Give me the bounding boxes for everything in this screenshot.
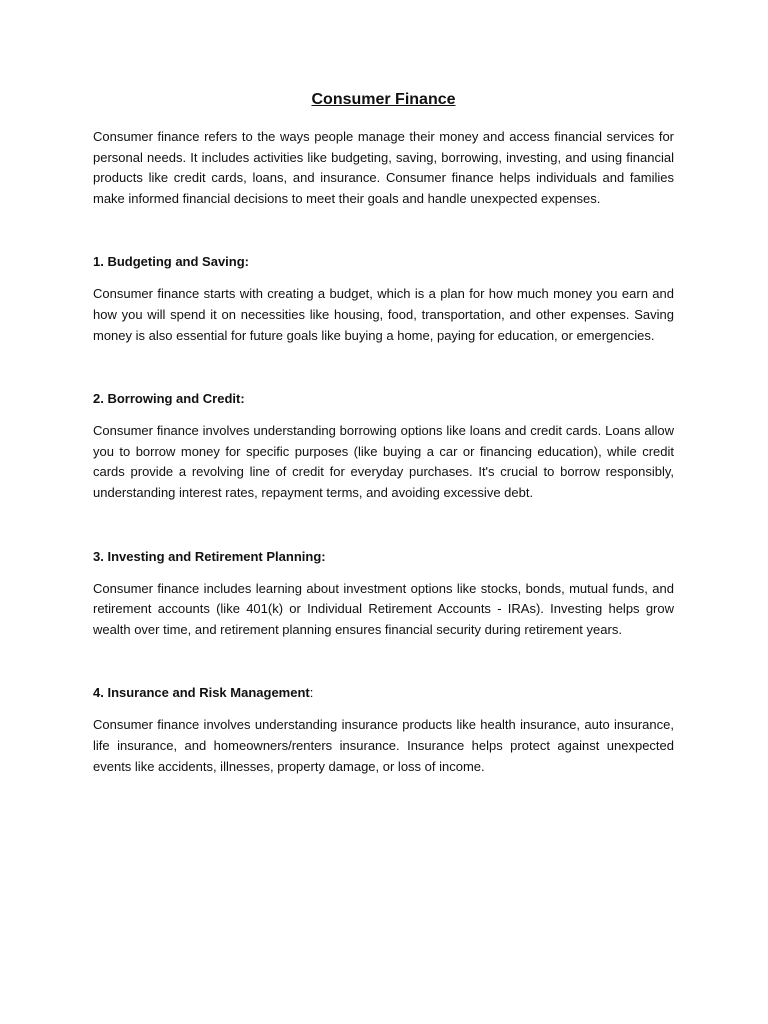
section-body: Consumer finance starts with creating a budget, which is a plan for how much money you earn and how you will spend it on necessities like housing, food, transportation, and other expenses. Saving money is also essential for future goals like buying a home, paying for education, or emergencies. xyxy=(93,286,674,343)
section-budgeting xyxy=(93,252,674,346)
section-body: Consumer finance includes learning about investment options like stocks, bonds, mutual funds, and retirement accounts (like 401(k) or Individual Retirement Accounts - IRAs). Investing helps grow wealth over time, and retirement planning ensures financial security during retirement years. xyxy=(93,580,674,637)
section-heading-text: 4. Insurance and Risk Management xyxy=(93,685,310,701)
section-heading xyxy=(93,252,674,272)
section-heading xyxy=(93,389,674,409)
document-page xyxy=(93,90,674,777)
section-heading xyxy=(93,683,674,703)
section-investing xyxy=(93,547,674,641)
section-heading-text: 3. Investing and Retirement Planning: xyxy=(93,548,326,564)
section-heading-trail: : xyxy=(309,685,314,701)
section-heading xyxy=(93,547,674,567)
section-insurance xyxy=(93,683,674,777)
intro-paragraph: Consumer finance refers to the ways people manage their money and access financial services for personal needs. It includes activities like budgeting, saving, borrowing, investing, and using financial products like credit cards, loans, and insurance. Consumer finance helps individuals and families make informed financial decisions to meet their goals and handle unexpected expenses. xyxy=(93,129,674,206)
section-body: Consumer finance involves understanding borrowing options like loans and credit cards. Loans allow you to borrow money for specific purposes (like buying a car or financing education), while credit cards provide a revolving line of credit for everyday purchases. It's crucial to borrow responsibly, understanding interest rates, repayment terms, and avoiding excessive debt. xyxy=(93,423,674,500)
section-heading-text: 2. Borrowing and Credit: xyxy=(93,391,245,407)
document-title: Consumer Finance xyxy=(311,91,456,108)
section-body: Consumer finance involves understanding insurance products like health insurance, auto insurance, life insurance, and homeowners/renters insurance. Insurance helps protect against unexpected events like accidents, illnesses, property damage, or loss of income. xyxy=(93,717,674,774)
section-heading-text: 1. Budgeting and Saving: xyxy=(93,254,250,270)
section-borrowing xyxy=(93,389,674,503)
